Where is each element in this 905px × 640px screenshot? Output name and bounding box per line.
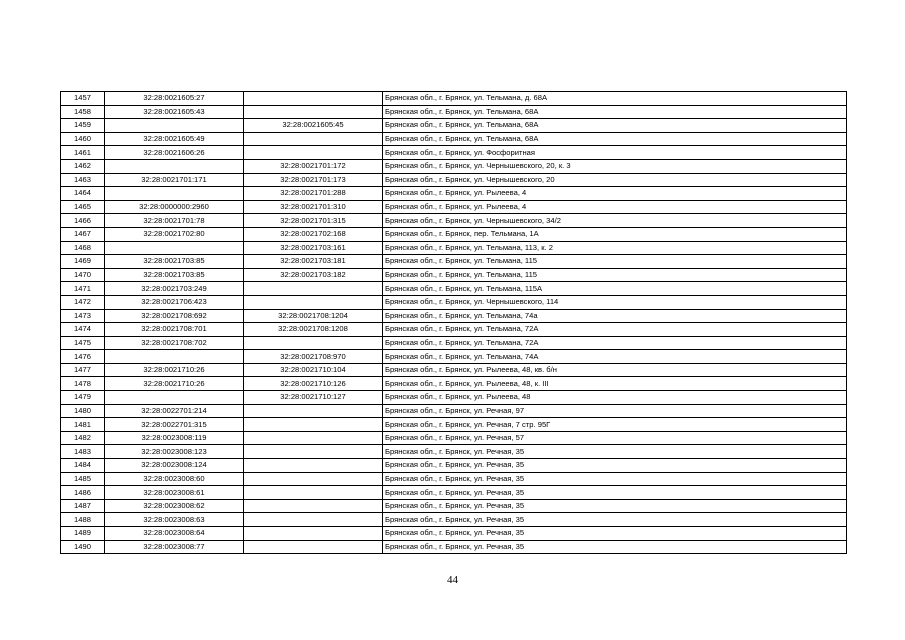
row-number-cell: 1472 (61, 295, 105, 309)
table-row (61, 119, 847, 133)
cadastral-number-cell: 32:28:0000000:2960 (105, 200, 244, 214)
table-row (61, 255, 847, 269)
address-cell: Брянская обл., г. Брянск, ул. Тельмана, 115А (383, 282, 847, 296)
building-cadastral-number-cell (244, 499, 383, 513)
table-row (61, 214, 847, 228)
building-cadastral-number-cell: 32:28:0021703:161 (244, 241, 383, 255)
table-row (61, 391, 847, 405)
row-number-cell: 1462 (61, 159, 105, 173)
row-number-cell: 1475 (61, 336, 105, 350)
cadastral-number-cell: 32:28:0021706:423 (105, 295, 244, 309)
building-cadastral-number-cell (244, 404, 383, 418)
row-number-cell: 1484 (61, 459, 105, 473)
row-number-cell: 1460 (61, 132, 105, 146)
address-cell: Брянская обл., г. Брянск, ул. Рылеева, 48, кв. б/н (383, 363, 847, 377)
row-number-cell: 1477 (61, 363, 105, 377)
table-row (61, 159, 847, 173)
registry-table (60, 91, 847, 554)
row-number-cell: 1469 (61, 255, 105, 269)
address-cell: Брянская обл., г. Брянск, ул. Тельмана, 74а (383, 309, 847, 323)
cadastral-number-cell: 32:28:0023008:77 (105, 540, 244, 554)
row-number-cell: 1487 (61, 499, 105, 513)
row-number-cell: 1471 (61, 282, 105, 296)
cadastral-number-cell: 32:28:0023008:64 (105, 527, 244, 541)
address-cell: Брянская обл., г. Брянск, ул. Речная, 35 (383, 445, 847, 459)
row-number-cell: 1476 (61, 350, 105, 364)
cadastral-number-cell (105, 119, 244, 133)
table-row (61, 513, 847, 527)
table-row (61, 404, 847, 418)
address-cell: Брянская обл., г. Брянск, ул. Тельмана, 113, к. 2 (383, 241, 847, 255)
cadastral-number-cell: 32:28:0021703:85 (105, 255, 244, 269)
address-cell: Брянская обл., г. Брянск, ул. Речная, 35 (383, 486, 847, 500)
table-row (61, 132, 847, 146)
row-number-cell: 1457 (61, 92, 105, 106)
building-cadastral-number-cell: 32:28:0021710:127 (244, 391, 383, 405)
cadastral-number-cell (105, 159, 244, 173)
cadastral-number-cell (105, 391, 244, 405)
building-cadastral-number-cell: 32:28:0021708:1204 (244, 309, 383, 323)
address-cell: Брянская обл., г. Брянск, ул. Речная, 97 (383, 404, 847, 418)
building-cadastral-number-cell (244, 418, 383, 432)
address-cell: Брянская обл., г. Брянск, ул. Речная, 35 (383, 499, 847, 513)
row-number-cell: 1468 (61, 241, 105, 255)
cadastral-number-cell: 32:28:0023008:123 (105, 445, 244, 459)
table-row (61, 173, 847, 187)
table-row (61, 350, 847, 364)
table-row (61, 527, 847, 541)
table-row (61, 418, 847, 432)
building-cadastral-number-cell (244, 459, 383, 473)
table-row (61, 105, 847, 119)
table-row (61, 323, 847, 337)
cadastral-number-cell: 32:28:0021710:26 (105, 377, 244, 391)
row-number-cell: 1474 (61, 323, 105, 337)
building-cadastral-number-cell (244, 282, 383, 296)
building-cadastral-number-cell (244, 92, 383, 106)
cadastral-number-cell: 32:28:0021703:249 (105, 282, 244, 296)
cadastral-number-cell: 32:28:0023008:60 (105, 472, 244, 486)
address-cell: Брянская обл., г. Брянск, ул. Речная, 7 стр. 95Г (383, 418, 847, 432)
building-cadastral-number-cell: 32:28:0021701:310 (244, 200, 383, 214)
building-cadastral-number-cell (244, 445, 383, 459)
address-cell: Брянская обл., г. Брянск, ул. Тельмана, 74А (383, 350, 847, 364)
address-cell: Брянская обл., г. Брянск, ул. Фосфоритная (383, 146, 847, 160)
table-row (61, 499, 847, 513)
address-cell: Брянская обл., г. Брянск, ул. Тельмана, 68А (383, 132, 847, 146)
cadastral-number-cell: 32:28:0021605:49 (105, 132, 244, 146)
cadastral-number-cell: 32:28:0023008:124 (105, 459, 244, 473)
building-cadastral-number-cell: 32:28:0021701:173 (244, 173, 383, 187)
address-cell: Брянская обл., г. Брянск, ул. Тельмана, 68А (383, 105, 847, 119)
building-cadastral-number-cell: 32:28:0021605:45 (244, 119, 383, 133)
cadastral-number-cell: 32:28:0021708:701 (105, 323, 244, 337)
row-number-cell: 1485 (61, 472, 105, 486)
cadastral-number-cell: 32:28:0023008:62 (105, 499, 244, 513)
table-row (61, 146, 847, 160)
address-cell: Брянская обл., г. Брянск, ул. Речная, 57 (383, 431, 847, 445)
cadastral-number-cell: 32:28:0021708:692 (105, 309, 244, 323)
cadastral-number-cell: 32:28:0021605:43 (105, 105, 244, 119)
row-number-cell: 1482 (61, 431, 105, 445)
cadastral-number-cell: 32:28:0023008:119 (105, 431, 244, 445)
table-row (61, 431, 847, 445)
row-number-cell: 1486 (61, 486, 105, 500)
cadastral-number-cell: 32:28:0022701:315 (105, 418, 244, 432)
table-row (61, 295, 847, 309)
row-number-cell: 1463 (61, 173, 105, 187)
cadastral-number-cell: 32:28:0021708:702 (105, 336, 244, 350)
row-number-cell: 1470 (61, 268, 105, 282)
address-cell: Брянская обл., г. Брянск, ул. Тельмана, д. 68А (383, 92, 847, 106)
row-number-cell: 1488 (61, 513, 105, 527)
building-cadastral-number-cell: 32:28:0021710:104 (244, 363, 383, 377)
row-number-cell: 1466 (61, 214, 105, 228)
building-cadastral-number-cell (244, 527, 383, 541)
building-cadastral-number-cell (244, 105, 383, 119)
cadastral-number-cell (105, 350, 244, 364)
row-number-cell: 1459 (61, 119, 105, 133)
address-cell: Брянская обл., г. Брянск, ул. Тельмана, 72А (383, 323, 847, 337)
table-row (61, 336, 847, 350)
address-cell: Брянская обл., г. Брянск, ул. Чернышевского, 20 (383, 173, 847, 187)
table-row (61, 459, 847, 473)
address-cell: Брянская обл., г. Брянск, ул. Тельмана, 115 (383, 268, 847, 282)
building-cadastral-number-cell (244, 431, 383, 445)
cadastral-number-cell: 32:28:0021703:85 (105, 268, 244, 282)
cadastral-number-cell: 32:28:0021702:80 (105, 227, 244, 241)
building-cadastral-number-cell (244, 540, 383, 554)
table-row (61, 309, 847, 323)
address-cell: Брянская обл., г. Брянск, ул. Чернышевского, 20, к. 3 (383, 159, 847, 173)
cadastral-number-cell: 32:28:0021701:78 (105, 214, 244, 228)
building-cadastral-number-cell (244, 146, 383, 160)
table-row (61, 540, 847, 554)
cadastral-number-cell (105, 241, 244, 255)
building-cadastral-number-cell (244, 472, 383, 486)
row-number-cell: 1461 (61, 146, 105, 160)
address-cell: Брянская обл., г. Брянск, ул. Чернышевского, 114 (383, 295, 847, 309)
cadastral-number-cell: 32:28:0021701:171 (105, 173, 244, 187)
address-cell: Брянская обл., г. Брянск, ул. Рылеева, 4 (383, 187, 847, 201)
building-cadastral-number-cell (244, 486, 383, 500)
address-cell: Брянская обл., г. Брянск, ул. Речная, 35 (383, 513, 847, 527)
table-row (61, 200, 847, 214)
address-cell: Брянская обл., г. Брянск, пер. Тельмана, 1А (383, 227, 847, 241)
cadastral-number-cell: 32:28:0021606:26 (105, 146, 244, 160)
building-cadastral-number-cell: 32:28:0021701:172 (244, 159, 383, 173)
row-number-cell: 1464 (61, 187, 105, 201)
row-number-cell: 1467 (61, 227, 105, 241)
row-number-cell: 1465 (61, 200, 105, 214)
row-number-cell: 1478 (61, 377, 105, 391)
row-number-cell: 1479 (61, 391, 105, 405)
address-cell: Брянская обл., г. Брянск, ул. Рылеева, 48, к. III (383, 377, 847, 391)
building-cadastral-number-cell (244, 336, 383, 350)
building-cadastral-number-cell: 32:28:0021708:1208 (244, 323, 383, 337)
row-number-cell: 1489 (61, 527, 105, 541)
table-row (61, 241, 847, 255)
table-row (61, 92, 847, 106)
cadastral-number-cell: 32:28:0022701:214 (105, 404, 244, 418)
cadastral-number-cell: 32:28:0023008:63 (105, 513, 244, 527)
table-row (61, 187, 847, 201)
address-cell: Брянская обл., г. Брянск, ул. Рылеева, 4 (383, 200, 847, 214)
building-cadastral-number-cell: 32:28:0021708:970 (244, 350, 383, 364)
address-cell: Брянская обл., г. Брянск, ул. Тельмана, 68А (383, 119, 847, 133)
table-row (61, 472, 847, 486)
table-row (61, 282, 847, 296)
page-number: 44 (447, 574, 458, 586)
building-cadastral-number-cell (244, 132, 383, 146)
table-row (61, 486, 847, 500)
table-row (61, 377, 847, 391)
table-row (61, 227, 847, 241)
row-number-cell: 1481 (61, 418, 105, 432)
registry-table-body (61, 92, 847, 554)
address-cell: Брянская обл., г. Брянск, ул. Речная, 35 (383, 459, 847, 473)
address-cell: Брянская обл., г. Брянск, ул. Речная, 35 (383, 472, 847, 486)
address-cell: Брянская обл., г. Брянск, ул. Чернышевского, 34/2 (383, 214, 847, 228)
building-cadastral-number-cell (244, 513, 383, 527)
address-cell: Брянская обл., г. Брянск, ул. Речная, 35 (383, 527, 847, 541)
table-row (61, 445, 847, 459)
cadastral-number-cell: 32:28:0021605:27 (105, 92, 244, 106)
building-cadastral-number-cell: 32:28:0021702:168 (244, 227, 383, 241)
row-number-cell: 1480 (61, 404, 105, 418)
row-number-cell: 1483 (61, 445, 105, 459)
address-cell: Брянская обл., г. Брянск, ул. Речная, 35 (383, 540, 847, 554)
building-cadastral-number-cell: 32:28:0021710:126 (244, 377, 383, 391)
row-number-cell: 1458 (61, 105, 105, 119)
row-number-cell: 1490 (61, 540, 105, 554)
table-row (61, 268, 847, 282)
cadastral-number-cell (105, 187, 244, 201)
building-cadastral-number-cell (244, 295, 383, 309)
building-cadastral-number-cell: 32:28:0021703:182 (244, 268, 383, 282)
cadastral-number-cell: 32:28:0021710:26 (105, 363, 244, 377)
building-cadastral-number-cell: 32:28:0021701:288 (244, 187, 383, 201)
row-number-cell: 1473 (61, 309, 105, 323)
table-row (61, 363, 847, 377)
building-cadastral-number-cell: 32:28:0021703:181 (244, 255, 383, 269)
cadastral-number-cell: 32:28:0023008:61 (105, 486, 244, 500)
building-cadastral-number-cell: 32:28:0021701:315 (244, 214, 383, 228)
address-cell: Брянская обл., г. Брянск, ул. Рылеева, 48 (383, 391, 847, 405)
address-cell: Брянская обл., г. Брянск, ул. Тельмана, 72А (383, 336, 847, 350)
address-cell: Брянская обл., г. Брянск, ул. Тельмана, 115 (383, 255, 847, 269)
